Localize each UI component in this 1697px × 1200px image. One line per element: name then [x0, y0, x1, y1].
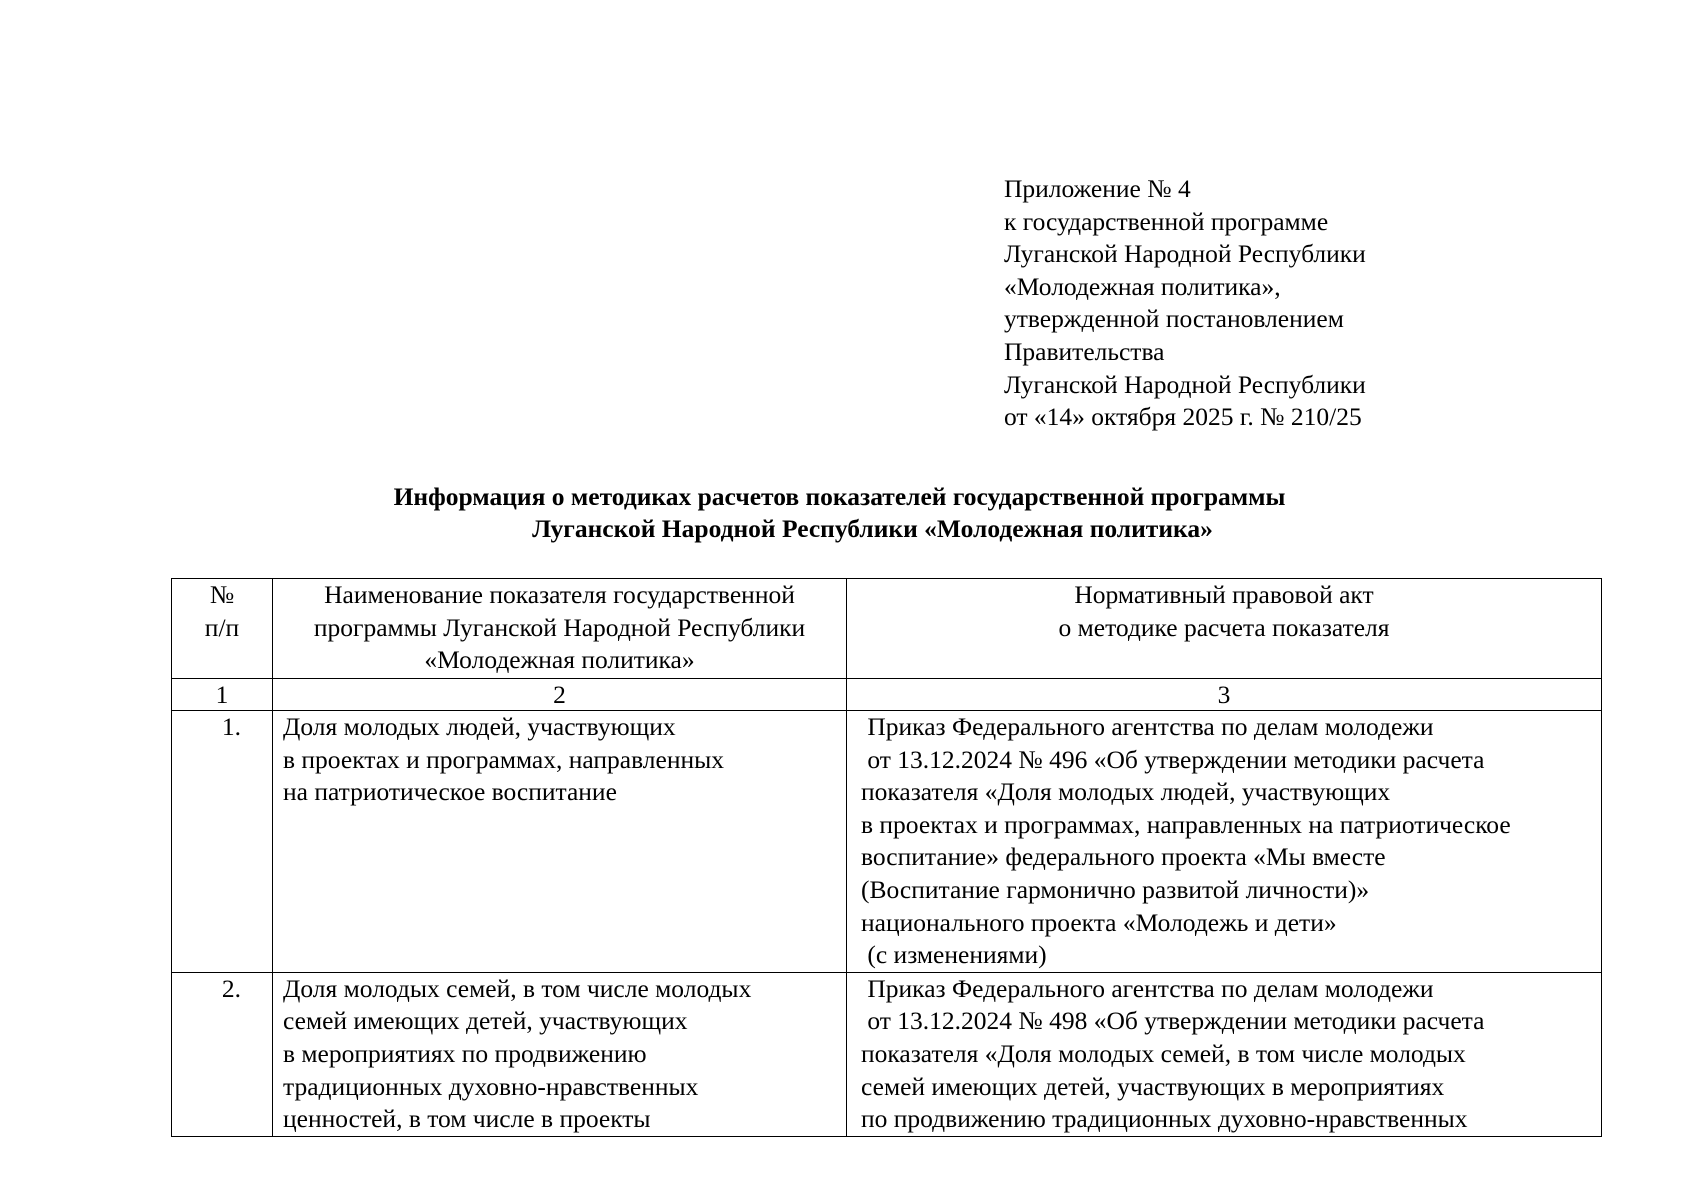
indicators-table — [171, 578, 1602, 1137]
document-title — [160, 481, 1545, 545]
header-line: «Молодежная политика» — [424, 645, 695, 675]
table-header-row — [172, 579, 1602, 679]
indicator-name-cell — [273, 711, 847, 973]
appendix-line: Правительства — [1004, 336, 1165, 366]
column-number: 1 — [172, 679, 273, 711]
cell-line: семей имеющих детей, участвующих — [283, 1006, 688, 1036]
title-line: Информация о методиках расчетов показателей государственной программы — [393, 482, 1286, 511]
cell-line: показателя «Доля молодых семей, в том числе молодых — [861, 1038, 1466, 1068]
cell-line: в проектах и программах, направленных на патриотическое — [861, 809, 1511, 839]
cell-line: (с изменениями) — [861, 940, 1047, 970]
cell-line: (Воспитание гармонично развитой личности)» — [861, 874, 1370, 904]
row-number: 1. — [172, 711, 273, 973]
cell-line: Приказ Федерального агентства по делам молодежи — [861, 973, 1434, 1003]
table-row — [172, 972, 1602, 1136]
table-row — [172, 711, 1602, 973]
header-line: программы Луганской Народной Республики — [313, 612, 806, 642]
column-numbers-row — [172, 679, 1602, 711]
appendix-line: утвержденной постановлением — [1004, 304, 1344, 334]
legal-act-cell — [847, 711, 1602, 973]
header-line: п/п — [204, 612, 240, 642]
header-num — [172, 579, 273, 679]
cell-line: Доля молодых семей, в том числе молодых — [283, 973, 752, 1003]
header-line: Нормативный правовой акт — [1074, 580, 1374, 609]
header-line: о методике расчета показателя — [1058, 612, 1390, 642]
cell-line: от 13.12.2024 № 498 «Об утверждении методики расчета — [861, 1006, 1485, 1036]
cell-line: в проектах и программах, направленных — [283, 744, 725, 774]
header-legal-act — [847, 579, 1602, 679]
cell-line: в мероприятиях по продвижению — [283, 1038, 647, 1068]
cell-line: ценностей, в том числе в проекты — [283, 1104, 651, 1134]
appendix-line: Луганской Народной Республики — [1004, 369, 1366, 399]
cell-line: на патриотическое воспитание — [283, 777, 617, 807]
header-line: Наименование показателя государственной — [324, 580, 795, 609]
cell-line: Доля молодых людей, участвующих — [283, 712, 676, 741]
cell-line: показателя «Доля молодых людей, участвующих — [861, 777, 1391, 807]
title-line: Луганской Народной Республики «Молодежная политика» — [532, 514, 1213, 543]
cell-line: семей имеющих детей, участвующих в мероприятиях — [861, 1071, 1445, 1101]
appendix-line: Луганской Народной Республики — [1004, 239, 1366, 269]
appendix-line: «Молодежная политика», — [1004, 271, 1281, 301]
cell-line: традиционных духовно-нравственных — [283, 1071, 699, 1101]
indicator-name-cell — [273, 972, 847, 1136]
cell-line: Приказ Федерального агентства по делам молодежи — [861, 712, 1434, 741]
row-number: 2. — [172, 972, 273, 1136]
column-number: 2 — [273, 679, 847, 711]
cell-line: национального проекта «Молодежь и дети» — [861, 907, 1337, 937]
appendix-block — [1004, 173, 1604, 434]
appendix-line: от «14» октября 2025 г. № 210/25 — [1004, 402, 1362, 432]
header-line: № — [209, 580, 235, 609]
cell-line: от 13.12.2024 № 496 «Об утверждении методики расчета — [861, 744, 1485, 774]
cell-line: по продвижению традиционных духовно-нравственных — [861, 1104, 1468, 1134]
appendix-line: Приложение № 4 — [1004, 174, 1191, 203]
column-number: 3 — [847, 679, 1602, 711]
legal-act-cell — [847, 972, 1602, 1136]
cell-line: воспитание» федерального проекта «Мы вместе — [861, 842, 1386, 872]
header-indicator-name — [273, 579, 847, 679]
appendix-line: к государственной программе — [1004, 206, 1329, 236]
